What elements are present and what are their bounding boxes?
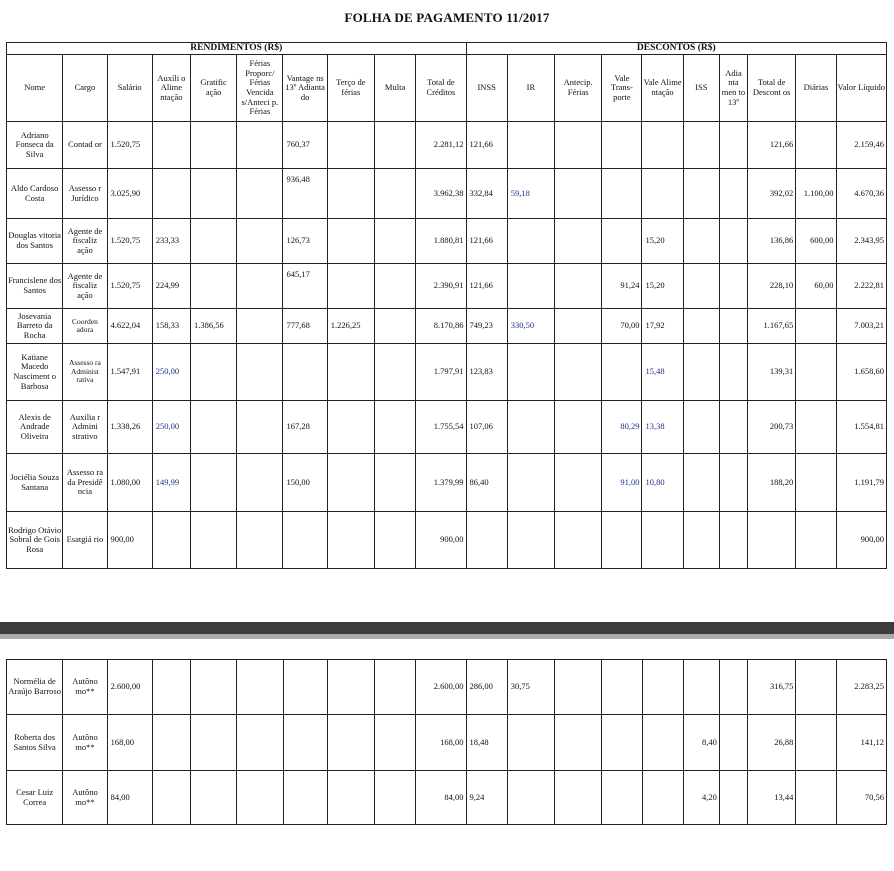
cell-vale-alimentacao	[642, 715, 683, 771]
cell-valor-liquido: 7.003,21	[836, 309, 886, 344]
cell-total-descontos: 136,86	[748, 219, 796, 264]
cell-iss	[683, 454, 719, 512]
cell-cargo: Contad or	[63, 122, 107, 169]
cell-multa	[374, 401, 415, 454]
cell-ir	[507, 512, 554, 569]
cell-gratificacao	[190, 344, 236, 401]
page-title: FOLHA DE PAGAMENTO 11/2017	[344, 10, 550, 25]
col-diarias: Diárias	[796, 55, 836, 122]
cell-total-descontos: 1.167,65	[748, 309, 796, 344]
cell-adiantamento	[719, 715, 747, 771]
cell-auxilio	[152, 660, 190, 715]
cell-inss: 121,66	[466, 122, 507, 169]
cell-antecip	[555, 715, 602, 771]
cell-vale-alimentacao	[642, 122, 683, 169]
cell-iss: 8,40	[683, 715, 719, 771]
cell-cargo: Agente de fiscaliz ação	[63, 219, 107, 264]
cell-inss	[466, 512, 507, 569]
cell-diarias	[796, 344, 836, 401]
cell-salario: 2.600,00	[107, 660, 152, 715]
cell-vantagens: 126,73	[283, 219, 327, 264]
cell-ferias	[237, 344, 283, 401]
cell-inss: 121,66	[466, 264, 507, 309]
cell-antecip	[555, 122, 602, 169]
cell-inss: 107,06	[466, 401, 507, 454]
table-row	[7, 169, 887, 219]
cell-vale-transporte: 80,29	[602, 401, 642, 454]
cell-vale-transporte	[602, 122, 642, 169]
cell-terco	[327, 454, 374, 512]
cell-salario: 1.520,75	[107, 264, 152, 309]
cell-valor-liquido: 2.222,81	[836, 264, 886, 309]
table-row	[7, 660, 887, 715]
cell-auxilio	[152, 122, 190, 169]
col-iss: ISS	[683, 55, 719, 122]
cell-total-creditos: 1.379,99	[416, 454, 466, 512]
cell-vale-alimentacao	[642, 660, 683, 715]
cell-ir	[507, 401, 554, 454]
cell-valor-liquido: 1.191,79	[836, 454, 886, 512]
cell-total-descontos	[748, 512, 796, 569]
cell-valor-liquido: 2.343,95	[836, 219, 886, 264]
cell-inss: 332,84	[466, 169, 507, 219]
cell-cargo: Esatgiá rio	[63, 512, 107, 569]
cell-nome: Katiane Macedo Nasciment o Barbosa	[7, 344, 63, 401]
cell-valor-liquido: 1.658,60	[836, 344, 886, 401]
cell-nome: Normélia de Araújo Barroso	[7, 660, 63, 715]
cell-multa	[374, 219, 415, 264]
descontos-group-header: DESCONTOS (R$)	[466, 43, 886, 55]
cell-total-descontos: 392,02	[748, 169, 796, 219]
cell-vale-alimentacao: 13,38	[642, 401, 683, 454]
cell-iss	[683, 344, 719, 401]
cell-total-creditos: 3.962,38	[416, 169, 466, 219]
table-row	[7, 344, 887, 401]
cell-diarias	[796, 122, 836, 169]
cell-total-creditos: 1.797,91	[416, 344, 466, 401]
cell-iss	[683, 169, 719, 219]
cell-multa	[374, 344, 415, 401]
cell-nome: Alexis de Andrade Oliveira	[7, 401, 63, 454]
cell-total-creditos: 8.170,86	[416, 309, 466, 344]
cell-ir	[507, 344, 554, 401]
cell-iss: 4,20	[683, 771, 719, 825]
cell-valor-liquido: 2.159,46	[836, 122, 886, 169]
cell-terco	[327, 715, 374, 771]
cell-total-creditos: 168,00	[416, 715, 466, 771]
cell-diarias	[796, 309, 836, 344]
cell-antecip	[555, 219, 602, 264]
cell-ir	[507, 122, 554, 169]
cell-total-creditos: 2.281,12	[416, 122, 466, 169]
cell-vale-alimentacao: 17,92	[642, 309, 683, 344]
cell-vale-transporte	[602, 344, 642, 401]
cell-total-creditos: 1.880,81	[416, 219, 466, 264]
table-row	[7, 454, 887, 512]
col-terco: Terço de férias	[327, 55, 374, 122]
cell-diarias	[796, 454, 836, 512]
cell-auxilio: 149,99	[152, 454, 190, 512]
cell-salario: 168,00	[107, 715, 152, 771]
cell-terco	[327, 344, 374, 401]
cell-total-creditos: 2.600,00	[416, 660, 466, 715]
cell-diarias: 600,00	[796, 219, 836, 264]
cell-valor-liquido: 4.670,36	[836, 169, 886, 219]
cell-salario: 4.622,04	[107, 309, 152, 344]
cell-vantagens: 167,28	[283, 401, 327, 454]
cell-diarias	[796, 660, 836, 715]
cell-adiantamento	[719, 512, 747, 569]
cell-adiantamento	[719, 401, 747, 454]
cell-vantagens	[283, 344, 327, 401]
cell-antecip	[555, 512, 602, 569]
cell-terco	[327, 512, 374, 569]
col-vantagens: Vantage ns 13º Adianta do	[283, 55, 327, 122]
cell-ferias	[237, 264, 283, 309]
cell-gratificacao	[191, 715, 237, 771]
cell-inss: 121,66	[466, 219, 507, 264]
cell-cargo: Coorden adora	[63, 309, 107, 344]
cell-adiantamento	[719, 660, 747, 715]
cell-vale-alimentacao: 15,20	[642, 219, 683, 264]
cell-multa	[374, 169, 415, 219]
cell-auxilio	[152, 715, 190, 771]
cell-multa	[374, 512, 415, 569]
cell-total-descontos: 13,44	[748, 771, 796, 825]
cell-auxilio	[152, 512, 190, 569]
cell-antecip	[555, 660, 602, 715]
cell-nome: Rodrigo Otávio Sobral de Gois Rosa	[7, 512, 63, 569]
table-row	[7, 219, 887, 264]
cell-gratificacao	[190, 122, 236, 169]
cell-diarias	[796, 715, 836, 771]
cell-auxilio: 158,33	[152, 309, 190, 344]
cell-vale-transporte	[602, 660, 642, 715]
cell-gratificacao	[190, 401, 236, 454]
cell-ir: 30,75	[507, 660, 554, 715]
cell-ir	[507, 219, 554, 264]
cell-ir: 59,18	[507, 169, 554, 219]
cell-antecip	[555, 309, 602, 344]
cell-adiantamento	[719, 169, 747, 219]
payroll-table	[6, 42, 887, 569]
cell-vale-transporte	[602, 219, 642, 264]
cell-vale-alimentacao: 15,20	[642, 264, 683, 309]
cell-ferias	[237, 660, 283, 715]
cell-salario: 900,00	[107, 512, 152, 569]
cell-multa	[375, 771, 416, 825]
cell-auxilio	[152, 169, 190, 219]
cell-inss: 286,00	[466, 660, 507, 715]
col-adiantamento: Adia nta men to 13º	[719, 55, 747, 122]
col-antecip: Antecip. Férias	[555, 55, 602, 122]
cell-cargo: Assesso r Jurídico	[63, 169, 107, 219]
cell-diarias	[796, 401, 836, 454]
cell-adiantamento	[719, 309, 747, 344]
cell-total-creditos: 2.390,91	[416, 264, 466, 309]
cell-diarias	[796, 771, 836, 825]
cell-inss: 86,40	[466, 454, 507, 512]
cell-inss: 749,23	[466, 309, 507, 344]
cell-valor-liquido: 141,12	[836, 715, 886, 771]
cell-auxilio: 224,99	[152, 264, 190, 309]
cell-auxilio: 250,00	[152, 344, 190, 401]
cell-iss	[683, 122, 719, 169]
cell-iss	[683, 309, 719, 344]
table-row	[7, 512, 887, 569]
table-row	[7, 309, 887, 344]
cell-total-creditos: 1.755,54	[416, 401, 466, 454]
cell-iss	[683, 219, 719, 264]
cell-multa	[374, 122, 415, 169]
cell-vantagens: 936,48	[283, 169, 327, 219]
cell-ferias	[237, 771, 283, 825]
cell-gratificacao: 1.386,56	[190, 309, 236, 344]
cell-adiantamento	[719, 122, 747, 169]
cell-salario: 1.547,91	[107, 344, 152, 401]
cell-diarias	[796, 512, 836, 569]
col-ir: IR	[507, 55, 554, 122]
page-separator-shadow	[0, 634, 894, 639]
col-valor-liquido: Valor Líquido	[836, 55, 886, 122]
cell-salario: 1.520,75	[107, 219, 152, 264]
cell-vale-transporte: 91,00	[602, 454, 642, 512]
cell-gratificacao	[190, 169, 236, 219]
cell-nome: Aldo Cardoso Costa	[7, 169, 63, 219]
cell-vantagens	[283, 512, 327, 569]
cell-salario: 3.025,90	[107, 169, 152, 219]
cell-ferias	[237, 454, 283, 512]
cell-adiantamento	[719, 344, 747, 401]
cell-nome: Roberta dos Santos Silva	[7, 715, 63, 771]
col-ferias: Férias Proporc/ Férias Vencida s/Anteci p. Férias	[237, 55, 283, 122]
cell-gratificacao	[190, 219, 236, 264]
cell-inss: 18,48	[466, 715, 507, 771]
cell-ferias	[237, 401, 283, 454]
cell-ir	[507, 264, 554, 309]
cell-vale-alimentacao	[642, 169, 683, 219]
cell-terco	[327, 122, 374, 169]
cell-multa	[375, 715, 416, 771]
cell-multa	[374, 454, 415, 512]
cell-cargo: Assesso ra Administ rativa	[63, 344, 107, 401]
cell-antecip	[555, 771, 602, 825]
cell-vantagens: 645,17	[283, 264, 327, 309]
cell-multa	[375, 660, 416, 715]
cell-ir: 330,50	[507, 309, 554, 344]
cell-nome: Francislene dos Santos	[7, 264, 63, 309]
col-vale-transporte: Vale Trans- porte	[602, 55, 642, 122]
cell-salario: 84,00	[107, 771, 152, 825]
cell-gratificacao	[191, 771, 237, 825]
col-cargo: Cargo	[63, 55, 107, 122]
cell-vantagens	[283, 715, 327, 771]
cell-nome: Douglas vitoria dos Santos	[7, 219, 63, 264]
cell-vale-alimentacao	[642, 771, 683, 825]
cell-terco	[327, 401, 374, 454]
cell-vantagens: 777,68	[283, 309, 327, 344]
cell-inss: 9,24	[466, 771, 507, 825]
cell-salario: 1.080,00	[107, 454, 152, 512]
cell-antecip	[555, 169, 602, 219]
cell-valor-liquido: 900,00	[836, 512, 886, 569]
table-row	[7, 715, 887, 771]
cell-valor-liquido: 1.554,81	[836, 401, 886, 454]
cell-diarias: 60,00	[796, 264, 836, 309]
cell-nome: Cesar Luiz Correa	[7, 771, 63, 825]
cell-vale-transporte	[602, 169, 642, 219]
cell-nome: Adriano Fonseca da Silva	[7, 122, 63, 169]
cell-cargo: Auxilia r Admini strativo	[63, 401, 107, 454]
cell-vale-transporte: 91,24	[602, 264, 642, 309]
cell-ferias	[237, 512, 283, 569]
cell-salario: 1.338,26	[107, 401, 152, 454]
cell-iss	[683, 264, 719, 309]
column-header-row	[7, 55, 887, 122]
cell-ir	[507, 454, 554, 512]
cell-nome: Jociélia Souza Santana	[7, 454, 63, 512]
cell-vale-alimentacao: 10,80	[642, 454, 683, 512]
cell-ir	[507, 715, 554, 771]
cell-valor-liquido: 70,56	[836, 771, 886, 825]
cell-antecip	[555, 401, 602, 454]
cell-total-descontos: 316,75	[748, 660, 796, 715]
cell-total-creditos: 900,00	[416, 512, 466, 569]
cell-vantagens	[283, 771, 327, 825]
cell-salario: 1.520,75	[107, 122, 152, 169]
cell-total-descontos: 188,20	[748, 454, 796, 512]
cell-vale-transporte: 70,00	[602, 309, 642, 344]
col-salario: Salário	[107, 55, 152, 122]
cell-vale-transporte	[602, 512, 642, 569]
table-row	[7, 264, 887, 309]
cell-vale-alimentacao: 15,48	[642, 344, 683, 401]
cell-cargo: Assesso ra da Presidê ncia	[63, 454, 107, 512]
col-total-descontos: Total de Descont os	[748, 55, 796, 122]
cell-cargo: Autôno mo**	[63, 715, 107, 771]
cell-multa	[374, 309, 415, 344]
cell-gratificacao	[190, 264, 236, 309]
cell-adiantamento	[719, 454, 747, 512]
col-gratificacao: Gratific ação	[190, 55, 236, 122]
cell-multa	[374, 264, 415, 309]
cell-total-descontos: 228,10	[748, 264, 796, 309]
col-multa: Multa	[374, 55, 415, 122]
cell-diarias: 1.100,00	[796, 169, 836, 219]
cell-iss	[683, 401, 719, 454]
table-row	[7, 771, 887, 825]
cell-iss	[683, 512, 719, 569]
cell-nome: Josevania Barreto da Rocha	[7, 309, 63, 344]
cell-cargo: Autôno mo**	[63, 660, 107, 715]
autonomous-payroll-table	[6, 659, 887, 825]
cell-vale-transporte	[602, 771, 642, 825]
table-row	[7, 401, 887, 454]
cell-adiantamento	[719, 264, 747, 309]
col-total-creditos: Total de Créditos	[416, 55, 466, 122]
cell-cargo: Autôno mo**	[63, 771, 107, 825]
cell-vale-alimentacao	[642, 512, 683, 569]
cell-ferias	[237, 169, 283, 219]
cell-terco	[327, 264, 374, 309]
cell-antecip	[555, 454, 602, 512]
cell-antecip	[555, 344, 602, 401]
cell-auxilio: 250,00	[152, 401, 190, 454]
cell-terco: 1.226,25	[327, 309, 374, 344]
cell-vantagens	[283, 660, 327, 715]
cell-ferias	[237, 715, 283, 771]
cell-antecip	[555, 264, 602, 309]
table-row	[7, 122, 887, 169]
cell-vantagens: 150,00	[283, 454, 327, 512]
cell-total-creditos: 84,00	[416, 771, 466, 825]
col-auxilio: Auxíli o Alime ntação	[152, 55, 190, 122]
col-nome: Nome	[7, 55, 63, 122]
cell-adiantamento	[719, 219, 747, 264]
cell-gratificacao	[190, 512, 236, 569]
cell-vale-transporte	[602, 715, 642, 771]
cell-ferias	[237, 309, 283, 344]
cell-valor-liquido: 2.283,25	[836, 660, 886, 715]
cell-terco	[327, 771, 374, 825]
col-inss: INSS	[466, 55, 507, 122]
cell-vantagens: 760,37	[283, 122, 327, 169]
cell-gratificacao	[190, 454, 236, 512]
cell-gratificacao	[191, 660, 237, 715]
cell-terco	[327, 169, 374, 219]
col-vale-alimentacao: Vale Alime ntação	[642, 55, 683, 122]
cell-total-descontos: 26,88	[748, 715, 796, 771]
cell-ir	[507, 771, 554, 825]
rendimentos-group-header: RENDIMENTOS (R$)	[7, 43, 467, 55]
cell-ferias	[237, 219, 283, 264]
page-separator	[0, 622, 894, 634]
cell-auxilio	[152, 771, 190, 825]
cell-total-descontos: 200,73	[748, 401, 796, 454]
cell-terco	[327, 219, 374, 264]
cell-adiantamento	[719, 771, 747, 825]
cell-ferias	[237, 122, 283, 169]
cell-total-descontos: 139,31	[748, 344, 796, 401]
cell-total-descontos: 121,66	[748, 122, 796, 169]
cell-inss: 123,83	[466, 344, 507, 401]
cell-cargo: Agente de fiscaliz ação	[63, 264, 107, 309]
cell-terco	[327, 660, 374, 715]
cell-iss	[683, 660, 719, 715]
cell-auxilio: 233,33	[152, 219, 190, 264]
